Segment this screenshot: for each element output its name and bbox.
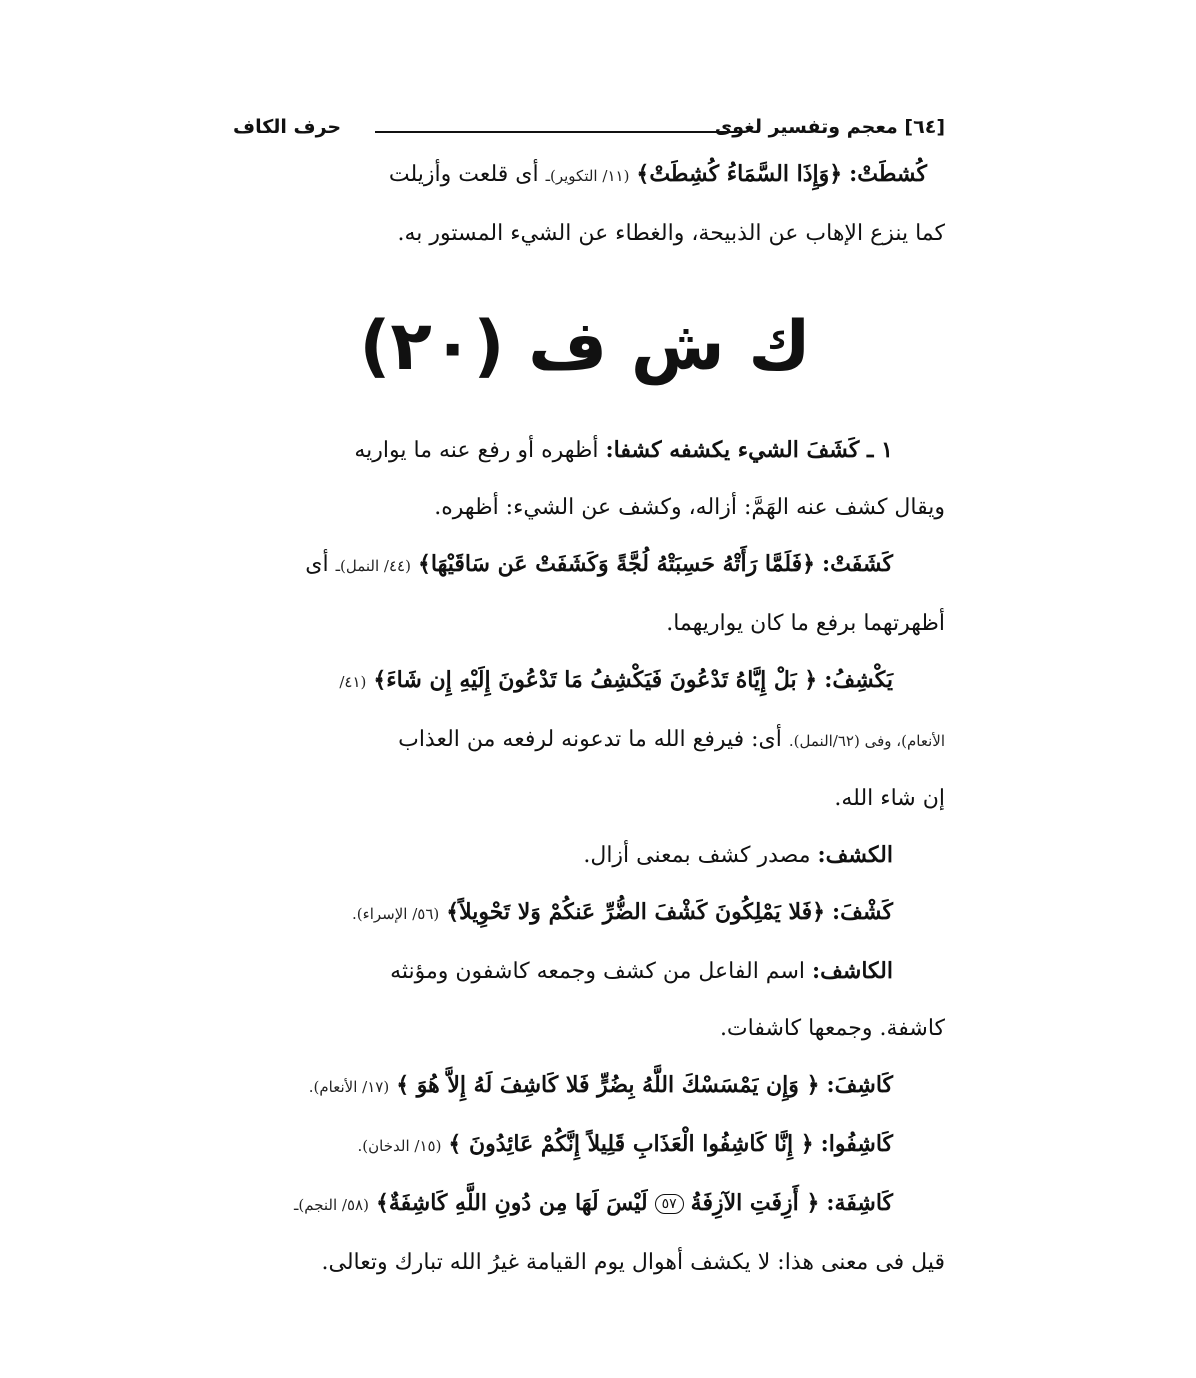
kashafat-line-2: أظهرتهما برفع ما كان يواريهما.	[666, 611, 945, 636]
definition-text: مصدر كشف بمعنى أزال.	[583, 843, 811, 868]
headword-alkashif: الكاشف:	[812, 958, 893, 984]
verse-reference: (٥٦/ الإسراء).	[352, 905, 440, 923]
intro-line-1	[225, 146, 945, 205]
kashifun-line	[225, 1057, 945, 1116]
headword-kushitat: كُشطَتْ:	[849, 161, 927, 187]
verse-reference: الأنعام)، وفى (٦٢/النمل).	[788, 732, 945, 750]
headword-kashif: كَاشِفَ:	[826, 1072, 893, 1098]
intro-line-2: كما ينزع الإهاب عن الذبيحة، والغطاء عن الشيء المستور به.	[397, 221, 945, 246]
yakshifu-line-2	[225, 711, 945, 770]
alkashif-line-2: كاشفة. وجمعها كاشفات.	[719, 1016, 945, 1041]
kashafat-line-1	[225, 536, 945, 595]
alkashif-line-1	[225, 943, 945, 1000]
quran-verse-part-1: ﴿ أَزِفَتِ الآزِفَةُ	[690, 1190, 820, 1216]
quran-verse: ﴿ وَإِن يَمْسَسْكَ اللَّهُ بِضُرٍّ فَلا كَاشِفَ لَهُ إِلاَّ هُوَ ﴾	[396, 1072, 820, 1098]
section-title: حرف الكاف	[233, 116, 342, 138]
page-header	[225, 112, 945, 146]
yakshifu-line-3: إن شاء الله.	[834, 786, 945, 811]
meaning-1-line-1	[225, 422, 945, 479]
headword-kashifa: كَاشِفَة:	[826, 1190, 893, 1216]
verse-reference: (٤١/	[339, 673, 367, 691]
meaning-1-line-2: ويقال كشف عنه الهَمَّ: أزاله، وكشف عن الشيء: أظهره.	[434, 495, 945, 520]
definition-text: أى	[305, 552, 329, 577]
entry-body	[225, 422, 945, 1291]
headword-kashifu: كَاشِفُوا:	[820, 1131, 893, 1157]
definition-text: أى قلعت وأزيلت	[388, 162, 539, 187]
definition-text: أى: فيرفع الله ما تدعونه لرفعه من العذاب	[398, 727, 782, 752]
headword-kashafat: كَشَفَتْ:	[822, 551, 893, 577]
intro-block	[225, 146, 945, 262]
verse-reference: (١٥/ الدخان).	[357, 1137, 442, 1155]
headword-yakshifu: يَكْشِفُ:	[824, 667, 893, 693]
verse-reference: (٤٤/ النمل)ـ	[335, 557, 411, 575]
verse-reference: (٥٨/ النجم)ـ	[293, 1196, 369, 1214]
page-number-title: [٦٤] معجم وتفسير لغوى	[714, 116, 945, 138]
header-rule	[375, 131, 737, 133]
closing-line: قيل فى معنى هذا: لا يكشف أهوال يوم القيامة غيرُ الله تبارك وتعالى.	[321, 1250, 945, 1275]
kashifu-line	[225, 1116, 945, 1175]
alkashf-line	[225, 827, 945, 884]
meaning-heading: ١ ـ كَشَفَ الشيء يكشفه كشفا:	[605, 437, 893, 463]
kashifa-line	[225, 1175, 945, 1234]
verse-reference: (١٧/ الأنعام).	[308, 1078, 390, 1096]
headword-alkashf: الكشف:	[817, 842, 893, 868]
verse-reference: (١١/ التكوير)ـ	[545, 167, 630, 185]
quran-verse: ﴿ بَلْ إِيَّاهُ تَدْعُونَ فَيَكْشِفُ مَا تَدْعُونَ إِلَيْهِ إِن شَاءَ﴾	[373, 667, 818, 693]
headword-kashfa: كَشْفَ:	[832, 899, 893, 925]
kashfa-line	[225, 884, 945, 943]
root-entry-title: ك ش ف (٢٠)	[359, 307, 811, 386]
verse-number-mark: ٥٧	[655, 1194, 684, 1214]
yakshifu-line-1	[225, 652, 945, 711]
quran-verse: ﴿ إِنَّا كَاشِفُوا الْعَذَابِ قَلِيلاً إِنَّكُمْ عَائِدُونَ ﴾	[448, 1131, 814, 1157]
quran-verse: ﴿وَإِذَا السَّمَاءُ كُشِطَتْ﴾	[636, 161, 843, 187]
meaning-text: أظهره أو رفع عنه ما يواريه	[354, 438, 599, 463]
quran-verse: ﴿فَلا يَمْلِكُونَ كَشْفَ الضُّرِّ عَنكُمْ وَلا تَحْوِيلاً﴾	[446, 899, 825, 925]
definition-text: اسم الفاعل من كشف وجمعه كاشفون ومؤنثه	[390, 959, 805, 984]
document-page	[225, 112, 945, 1291]
quran-verse: ﴿فَلَمَّا رَأَتْهُ حَسِبَتْهُ لُجَّةً وَكَشَفَتْ عَن سَاقَيْهَا﴾	[417, 551, 816, 577]
quran-verse-part-2: لَيْسَ لَهَا مِن دُونِ اللَّهِ كَاشِفَةٌ﴾	[375, 1190, 648, 1216]
